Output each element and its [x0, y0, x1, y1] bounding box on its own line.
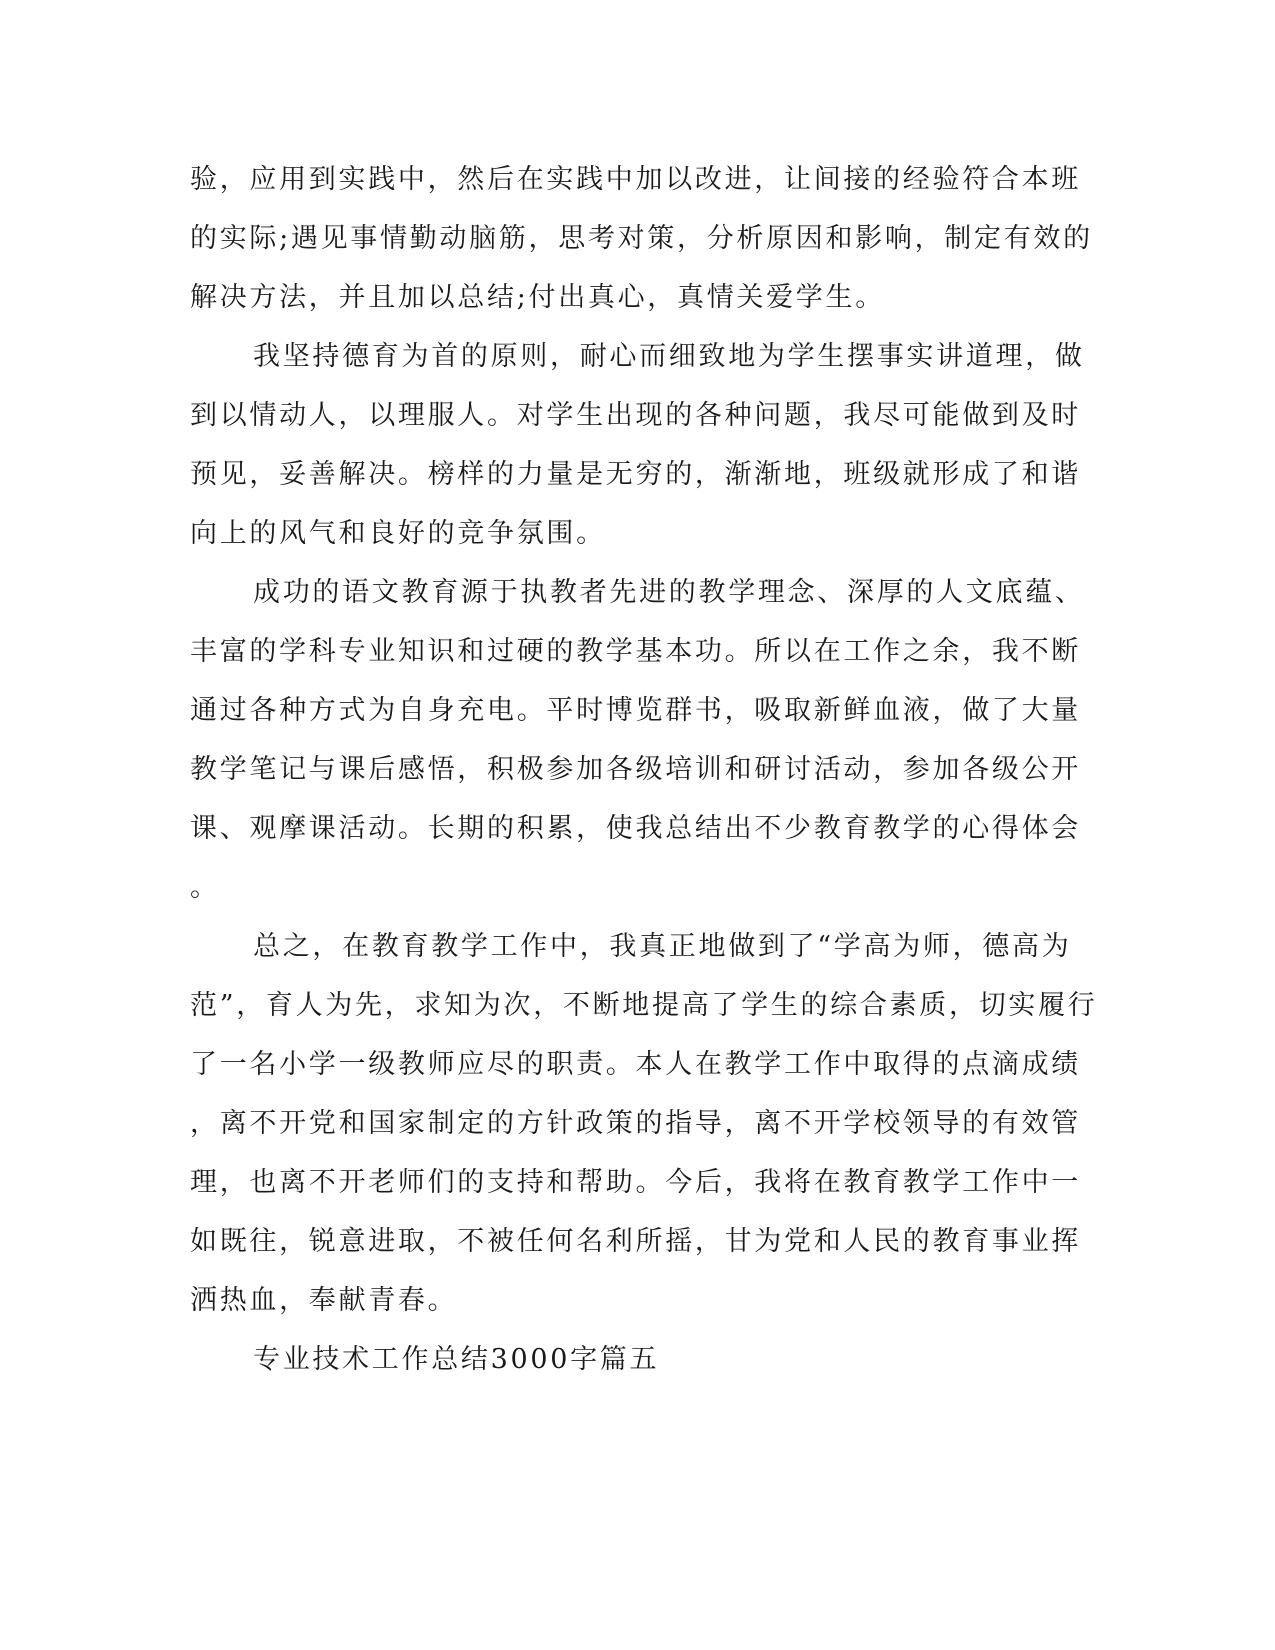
text-line: 。 — [190, 872, 220, 903]
text-line: 通过各种方式为自身充电。平时博览群书，吸取新鲜血液，做了大量 — [190, 695, 1081, 726]
text-line: 向上的风气和良好的竞争氛围。 — [190, 518, 606, 549]
paragraph-first-line: 成功的语文教育源于执教者先进的教学理念、深厚的人文底蕴、 — [253, 577, 1085, 608]
text-line: 了一名小学一级教师应尽的职责。本人在教学工作中取得的点滴成绩 — [190, 1049, 1081, 1080]
text-line: ，离不开党和国家制定的方针政策的指导，离不开学校领导的有效管 — [190, 1108, 1081, 1139]
section-heading: 专业技术工作总结3000字篇五 — [253, 1344, 660, 1375]
text-line: 课、观摩课活动。长期的积累，使我总结出不少教育教学的心得体会 — [190, 813, 1081, 844]
text-line: 预见，妥善解决。榜样的力量是无穷的，渐渐地，班级就形成了和谐 — [190, 459, 1081, 490]
paragraph-first-line: 总之，在教育教学工作中，我真正地做到了“学高为师，德高为 — [253, 931, 1072, 962]
text-line: 到以情动人，以理服人。对学生出现的各种问题，我尽可能做到及时 — [190, 400, 1081, 431]
text-line: 教学笔记与课后感悟，积极参加各级培训和研讨活动，参加各级公开 — [190, 754, 1081, 785]
text-line: 解决方法，并且加以总结;付出真心，真情关爱学生。 — [190, 282, 885, 313]
text-line: 丰富的学科专业知识和过硬的教学基本功。所以在工作之余，我不断 — [190, 636, 1081, 667]
text-line: 验，应用到实践中，然后在实践中加以改进，让间接的经验符合本班 — [190, 164, 1081, 195]
text-line: 理，也离不开老师们的支持和帮助。今后，我将在教育教学工作中一 — [190, 1167, 1081, 1198]
text-line: 洒热血，奉献青春。 — [190, 1285, 458, 1316]
text-line: 的实际;遇见事情勤动脑筋，思考对策，分析原因和影响，制定有效的 — [190, 223, 1093, 254]
text-line: 如既往，锐意进取，不被任何名利所摇，甘为党和人民的教育事业挥 — [190, 1226, 1081, 1257]
text-line: 范”，育人为先，求知为次，不断地提高了学生的综合素质，切实履行 — [190, 990, 1098, 1021]
paragraph-first-line: 我坚持德育为首的原则，耐心而细致地为学生摆事实讲道理，做 — [253, 341, 1085, 372]
